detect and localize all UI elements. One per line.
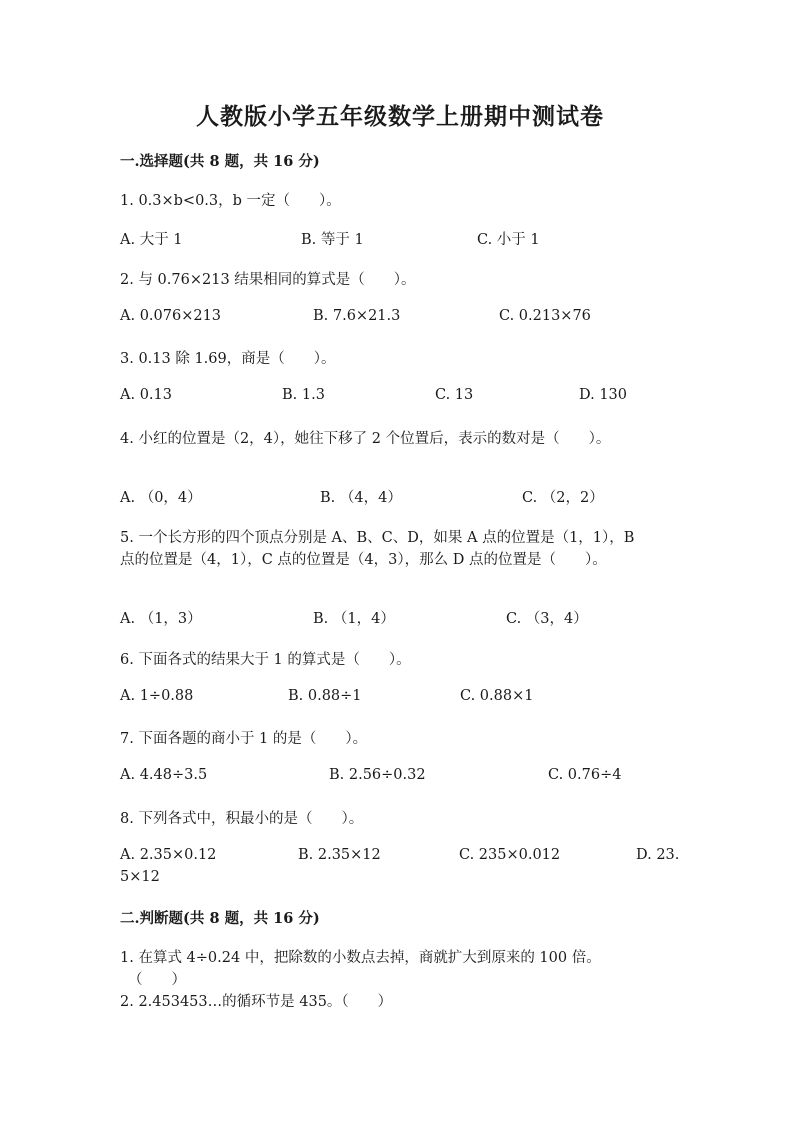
option-b: B. 等于 1 [301, 232, 364, 248]
option-a: A. （0，4） [120, 490, 202, 506]
question-7-options [120, 767, 680, 789]
question-4: 4. 小红的位置是（2，4），她往下移了 2 个位置后，表示的数对是（ ）。 [120, 431, 611, 447]
question-2-options [120, 308, 680, 330]
option-c: C. 0.76÷4 [548, 767, 622, 783]
question-3-options [120, 387, 680, 409]
question-6: 6. 下面各式的结果大于 1 的算式是（ ）。 [120, 652, 411, 668]
question-5-line-1: 5. 一个长方形的四个顶点分别是 A、B、C、D，如果 A 点的位置是（1，1），B [120, 530, 635, 546]
option-c: C. （3，4） [506, 611, 588, 627]
option-a: A. 4.48÷3.5 [120, 767, 208, 783]
judgement-1-line-1: 1. 在算式 4÷0.24 中，把除数的小数点去掉，商就扩大到原来的 100 倍。 [120, 950, 601, 966]
option-b: B. 1.3 [282, 387, 325, 403]
option-c: C. 小于 1 [477, 232, 540, 248]
question-3: 3. 0.13 除 1.69，商是（ ）。 [120, 351, 336, 367]
question-1-options [120, 228, 680, 250]
question-8: 8. 下列各式中，积最小的是（ ）。 [120, 811, 364, 827]
option-c: C. 235×0.012 [459, 847, 561, 863]
option-d-continued: 5×12 [120, 869, 160, 885]
page-title: 人教版小学五年级数学上册期中测试卷 [196, 103, 604, 130]
option-c: C. （2，2） [522, 490, 604, 506]
question-5-options [120, 607, 680, 629]
question-2: 2. 与 0.76×213 结果相同的算式是（ ）。 [120, 272, 416, 288]
option-b: B. 2.35×12 [298, 847, 381, 863]
option-b: B. （4，4） [320, 490, 402, 506]
question-8-options [120, 847, 680, 869]
section-heading-choice: 一.选择题(共 8 题，共 16 分) [120, 153, 320, 170]
judgement-1-line-2: （ ） [128, 972, 186, 988]
section-heading-judgement: 二.判断题(共 8 题，共 16 分) [120, 910, 320, 927]
option-a: A. 0.076×213 [120, 308, 222, 324]
option-a: A. 2.35×0.12 [120, 847, 217, 863]
judgement-2: 2. 2.453453…的循环节是 435。（ ） [120, 994, 393, 1010]
option-a: A. 0.13 [120, 387, 172, 403]
question-5-line-2: 点的位置是（4，1），C 点的位置是（4，3），那么 D 点的位置是（ ）。 [120, 552, 607, 568]
option-c: C. 0.213×76 [499, 308, 591, 324]
question-6-options [120, 688, 680, 710]
option-a: A. （1，3） [120, 611, 202, 627]
option-a: A. 大于 1 [120, 232, 183, 248]
option-b: B. 2.56÷0.32 [329, 767, 426, 783]
option-b: B. 0.88÷1 [288, 688, 362, 704]
option-c: C. 0.88×1 [460, 688, 534, 704]
option-d: D. 23. [636, 847, 680, 863]
option-b: B. 7.6×21.3 [313, 308, 401, 324]
option-b: B. （1，4） [313, 611, 395, 627]
option-d: D. 130 [579, 387, 628, 403]
option-a: A. 1÷0.88 [120, 688, 194, 704]
question-4-options [120, 486, 680, 508]
question-7: 7. 下面各题的商小于 1 的是（ ）。 [120, 731, 368, 747]
question-1: 1. 0.3×b<0.3，b 一定（ ）。 [120, 193, 341, 209]
option-c: C. 13 [435, 387, 474, 403]
